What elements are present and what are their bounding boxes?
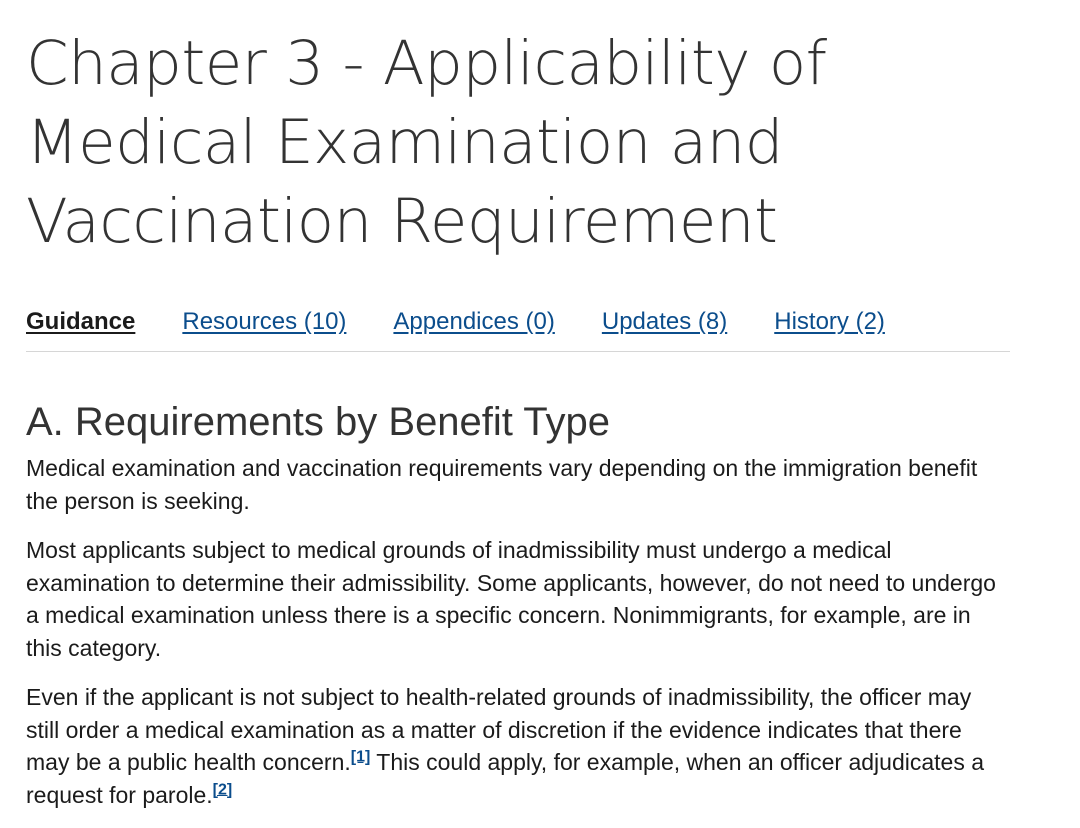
tab-appendices[interactable]: Appendices (0) [393, 308, 555, 335]
paragraph [26, 681, 1010, 811]
tab-updates[interactable]: Updates (8) [601, 308, 728, 335]
paragraph: Medical examination and vaccination requirements vary depending on the immigration benefit the person is seeking. [26, 455, 978, 514]
tab-resources[interactable]: Resources (10) [182, 308, 347, 335]
chapter-title: Chapter 3 - Applicability of Medical Examination and Vaccination Requirement [26, 28, 827, 257]
tab-bar [26, 307, 1010, 352]
footnote-link-1[interactable]: [1] [350, 748, 371, 766]
paragraph-text: This could apply, for example, when an officer adjudicates a request for parole. [26, 749, 985, 808]
page-content [26, 0, 1010, 828]
section-title: A. Requirements by Benefit Type [26, 400, 611, 444]
tab-guidance[interactable]: Guidance [26, 308, 136, 335]
paragraph: Most applicants subject to medical grounds of inadmissibility must undergo a medical examination to determine their admissibility. Some applicants, however, do not need to undergo a medical examination unless there is a specific concern. Nonimmigrants, for example, are in this category. [26, 537, 996, 661]
tab-history[interactable]: History (2) [774, 308, 885, 335]
footnote-link-2[interactable]: [2] [212, 780, 233, 798]
paragraph-text: Even if the applicant is not subject to health-related grounds of inadmissibility, the officer may still order a medical examination as a matter of discretion if the evidence indicates that there may be a public health concern. [26, 684, 972, 775]
